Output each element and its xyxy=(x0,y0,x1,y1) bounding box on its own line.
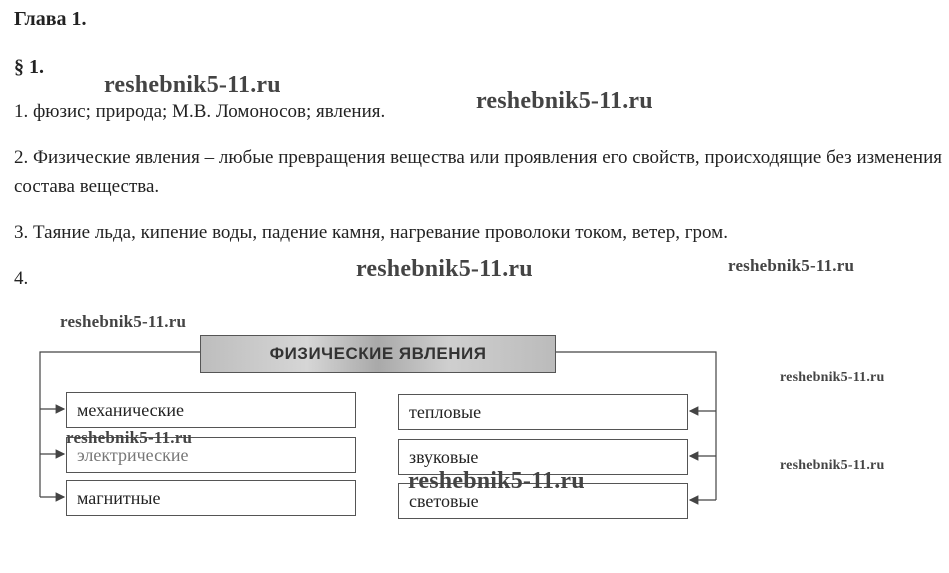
watermark: reshebnik5-11.ru xyxy=(60,312,187,331)
category-sound: звуковые xyxy=(398,439,688,475)
watermark: reshebnik5-11.ru xyxy=(104,72,281,98)
answer-1: 1. фюзис; природа; М.В. Ломоносов; явления. xyxy=(14,101,386,122)
watermark: reshebnik5-11.ru xyxy=(780,370,885,385)
category-light: световые xyxy=(398,483,688,519)
section-heading: § 1. xyxy=(14,56,44,78)
watermark: reshebnik5-11.ru xyxy=(780,458,885,473)
watermark: reshebnik5-11.ru xyxy=(66,428,193,447)
chapter-heading: Глава 1. xyxy=(14,8,87,30)
diagram-title: ФИЗИЧЕСКИЕ ЯВЛЕНИЯ xyxy=(200,335,556,373)
category-mechanical: механические xyxy=(66,392,356,428)
category-electrical: электрические xyxy=(66,437,356,473)
watermark: reshebnik5-11.ru xyxy=(728,256,855,275)
watermark: reshebnik5-11.ru xyxy=(356,256,533,282)
answer-3: 3. Таяние льда, кипение воды, падение камня, нагревание проволоки током, ветер, гром. xyxy=(14,222,728,243)
category-magnetic: магнитные xyxy=(66,480,356,516)
answer-2: 2. Физические явления – любые превращения вещества или проявления его свойств, происходящие без изменения состава вещества. xyxy=(14,147,942,197)
category-thermal: тепловые xyxy=(398,394,688,430)
watermark: reshebnik5-11.ru xyxy=(408,468,585,494)
answer-4: 4. xyxy=(14,268,29,289)
watermark: reshebnik5-11.ru xyxy=(476,88,653,114)
